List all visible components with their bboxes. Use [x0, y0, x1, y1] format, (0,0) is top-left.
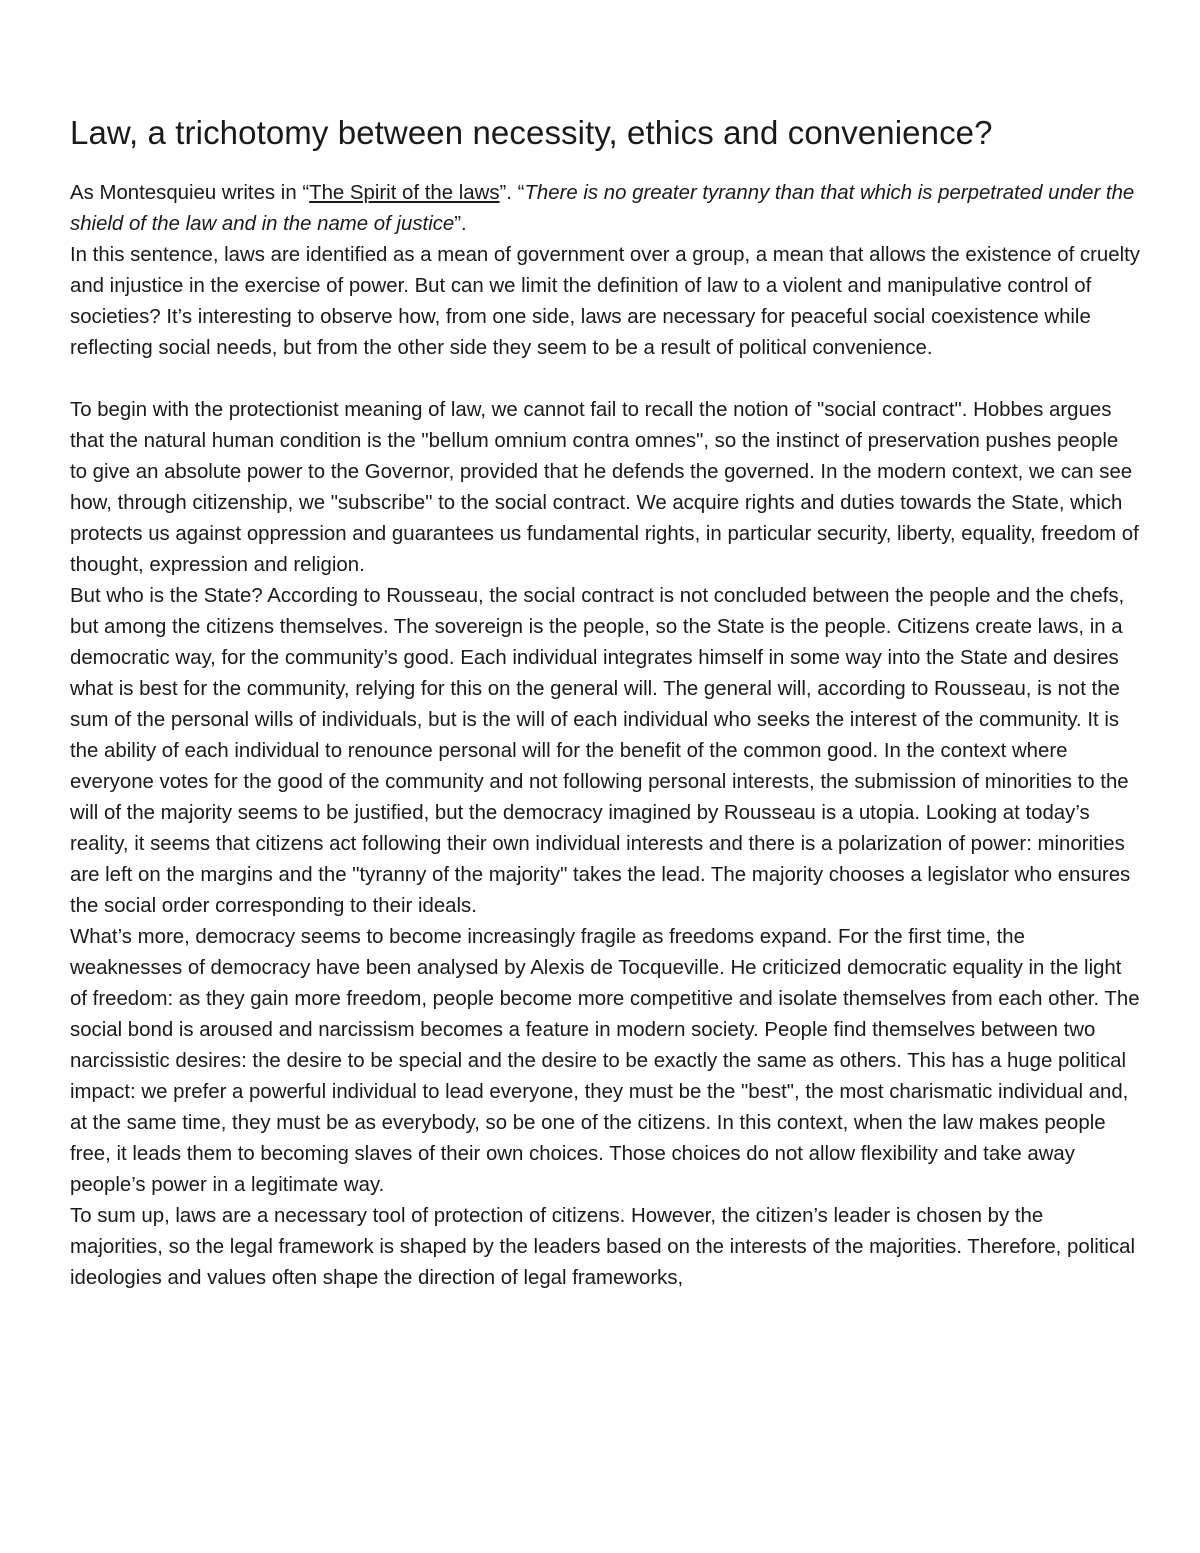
paragraph-3: But who is the State? According to Rousseau, the social contract is not concluded between the people and the chefs, but among the citizens themselves. The sovereign is the people, so the State is the people. Citizens create laws, in a democratic way, for the community’s good. Each individual integrates himself in some way into the State and desires what is best for the community, relying for this on the general will. The general will, according to Rousseau, is not the sum of the personal wills of individuals, but is the will of each individual who seeks the interest of the community. It is the ability of each individual to renounce personal will for the benefit of the common good. In the context where everyone votes for the good of the community and not following personal interests, the submission of minorities to the will of the majority seems to be justified, but the democracy imagined by Rousseau is a utopia. Looking at today’s reality, it seems that citizens act following their own individual interests and there is a polarization of power: minorities are left on the margins and the "tyranny of the majority" takes the lead. The majority chooses a legislator who ensures the social order corresponding to their ideals. [70, 585, 1131, 917]
paragraph-1: In this sentence, laws are identified as a mean of government over a group, a mean that allows the existence of cruelty and injustice in the exercise of power. But can we limit the definition of law to a violent and manipulative control of societies? It’s interesting to observe how, from one side, laws are necessary for peaceful social coexistence while reflecting social needs, but from the other side they seem to be a result of political convenience. [70, 244, 1140, 359]
paragraph-4: What’s more, democracy seems to become increasingly fragile as freedoms expand. For the first time, the weaknesses of democracy have been analysed by Alexis de Tocqueville. He criticized democratic equality in the light of freedom: as they gain more freedom, people become more competitive and isolate themselves from each other. The social bond is aroused and narcissism becomes a feature in modern society. People find themselves between two narcissistic desires: the desire to be special and the desire to be exactly the same as others. This has a huge political impact: we prefer a powerful individual to lead everyone, they must be the "best", the most charismatic individual and, at the same time, they must be as everybody, so be one of the citizens. In this context, when the law makes people free, it leads them to becoming slaves of their own choices. Those choices do not allow flexibility and take away people’s power in a legitimate way. [70, 926, 1140, 1196]
paragraph-2: To begin with the protectionist meaning of law, we cannot fail to recall the notion of "social contract". Hobbes argues that the natural human condition is the "bellum omnium contra omnes", so the instinct of preservation pushes people to give an absolute power to the Governor, provided that he defends the governed. In the modern context, we can see how, through citizenship, we "subscribe" to the social contract. We acquire rights and duties towards the State, which protects us against oppression and guarantees us fundamental rights, in particular security, liberty, equality, freedom of thought, expression and religion. [70, 399, 1139, 576]
intro-paragraph [70, 178, 1140, 240]
work-title-link[interactable]: The Spirit of the laws [309, 182, 500, 204]
intro-prefix: As Montesquieu writes in “ [70, 182, 310, 204]
paragraph-5: To sum up, laws are a necessary tool of protection of citizens. However, the citizen’s leader is chosen by the majorities, so the legal framework is shaped by the leaders based on the interests of the majorities. Therefore, political ideologies and values often shape the direction of legal frameworks, [70, 1205, 1136, 1289]
intro-suffix: ”. [454, 213, 467, 235]
document-body [70, 112, 1140, 1294]
intro-middle: ”. “ [499, 182, 525, 204]
paragraph-spacer [70, 364, 1140, 395]
montesquieu-quote: There is no greater tyranny than that which is perpetrated under the shield of the law and in the name of justice [70, 182, 1135, 235]
document-title: Law, a trichotomy between necessity, ethics and convenience? [70, 114, 993, 151]
